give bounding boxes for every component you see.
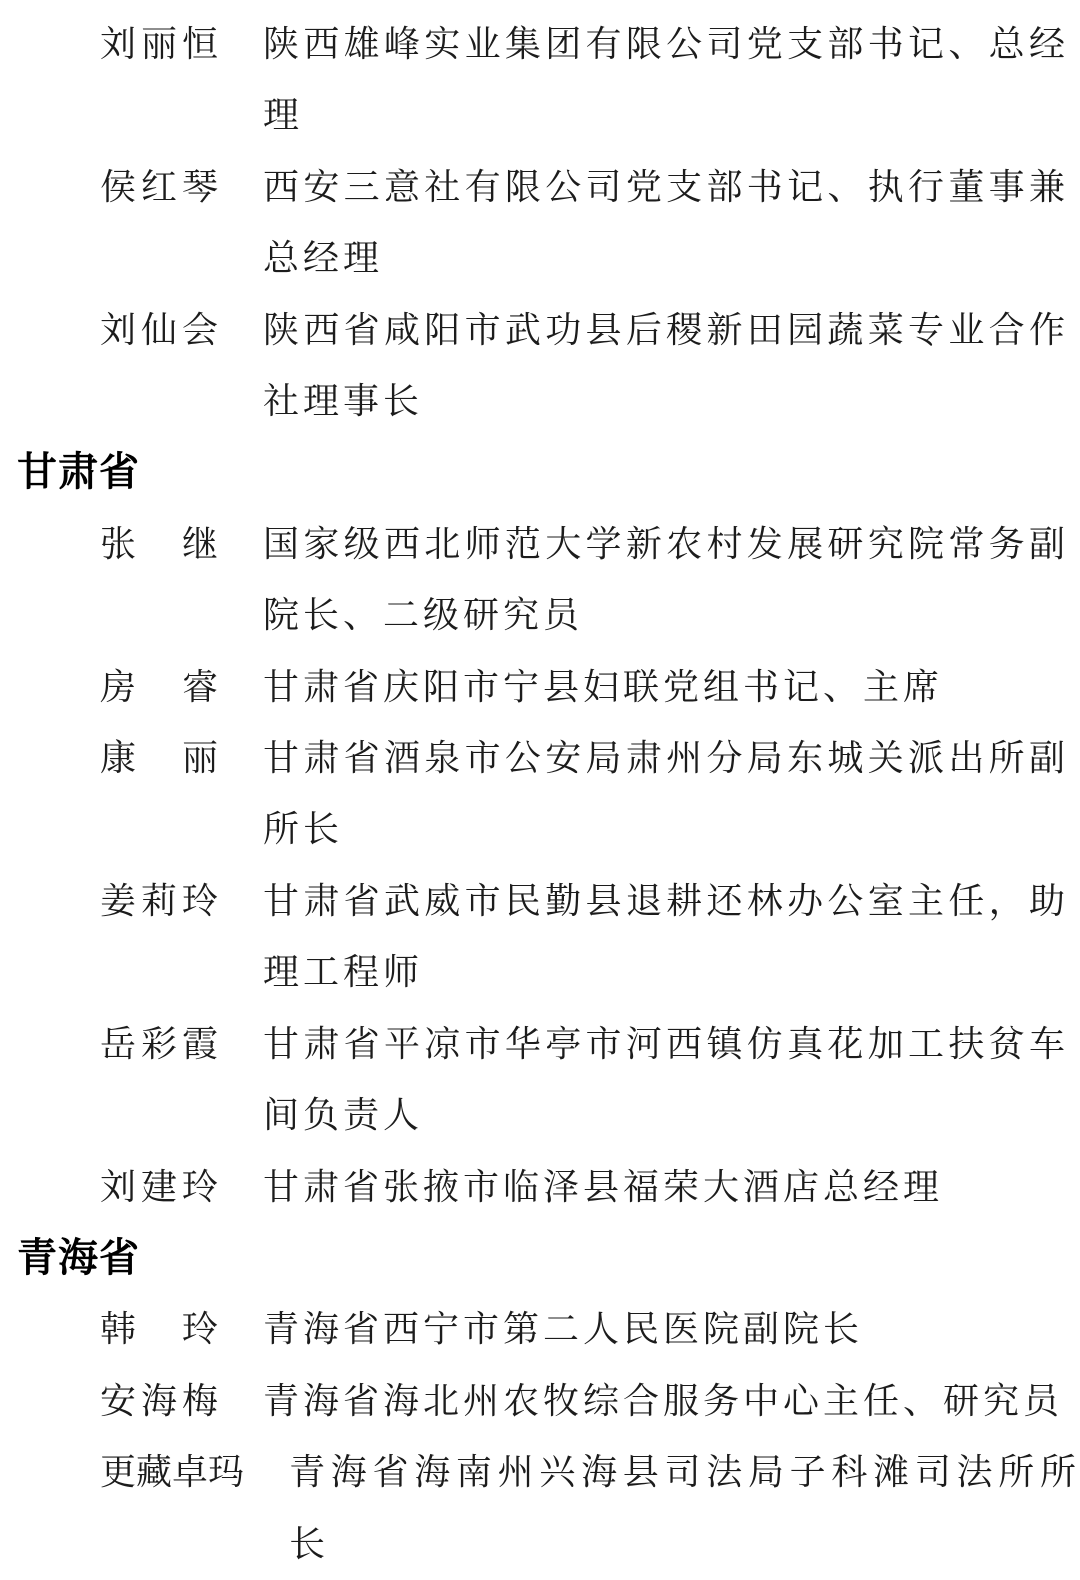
roster-entry [0,723,1080,866]
roster-entry [0,1294,1080,1365]
person-position: 西安三意社有限公司党支部书记、执行董事兼总经理 [263,166,1069,279]
person-name: 康 丽 [100,738,218,779]
province-header-gansu: 甘肃省 [17,450,140,495]
roster-entry [0,652,1080,723]
roster-entry [0,9,1080,152]
person-name: 刘 仙 会 [100,309,218,350]
person-position: 青海省海南州兴海县司法局子科滩司法所所长 [289,1452,1080,1564]
person-name: 韩 玲 [100,1309,218,1350]
person-name: 刘 丽 恒 [100,24,218,64]
roster-entry [0,1437,1080,1580]
person-name: 侯 红 琴 [100,166,218,207]
person-position: 青海省海北州农牧综合服务中心主任、研究员 [263,1380,1064,1421]
person-name: 姜 莉 玲 [100,880,218,921]
person-position: 陕西雄峰实业集团有限公司党支部书记、总经理 [263,24,1069,136]
person-position: 国家级西北师范大学新农村发展研究院常务副院长、二级研究员 [263,523,1069,636]
province-header-qinghai: 青海省 [17,1235,140,1280]
person-name: 更 藏 卓 玛 [100,1452,245,1493]
roster-entry [0,152,1080,295]
person-position: 甘肃省武威市民勤县退耕还林办公室主任，助理工程师 [263,880,1069,993]
person-name: 安 海 梅 [100,1380,218,1421]
person-name: 刘 建 玲 [100,1166,218,1207]
person-position: 甘肃省平凉市华亭市河西镇仿真花加工扶贫车间负责人 [263,1023,1069,1136]
person-name: 岳 彩 霞 [100,1023,218,1064]
person-position: 甘肃省酒泉市公安局肃州分局东城关派出所副所长 [263,738,1069,850]
roster-entry [0,1152,1080,1223]
person-position: 甘肃省张掖市临泽县福荣大酒店总经理 [263,1166,944,1207]
person-name: 张 继 [100,523,218,564]
person-position: 青海省西宁市第二人民医院副院长 [263,1309,864,1350]
roster-entry [0,509,1080,652]
roster-entry [0,1009,1080,1152]
roster-entry [0,1366,1080,1437]
person-position: 陕西省咸阳市武功县后稷新田园蔬菜专业合作社理事长 [263,309,1069,422]
person-name: 房 睿 [100,666,218,707]
person-position: 甘肃省庆阳市宁县妇联党组书记、主席 [263,666,944,707]
roster-entry [0,295,1080,438]
roster-entry [0,866,1080,1009]
